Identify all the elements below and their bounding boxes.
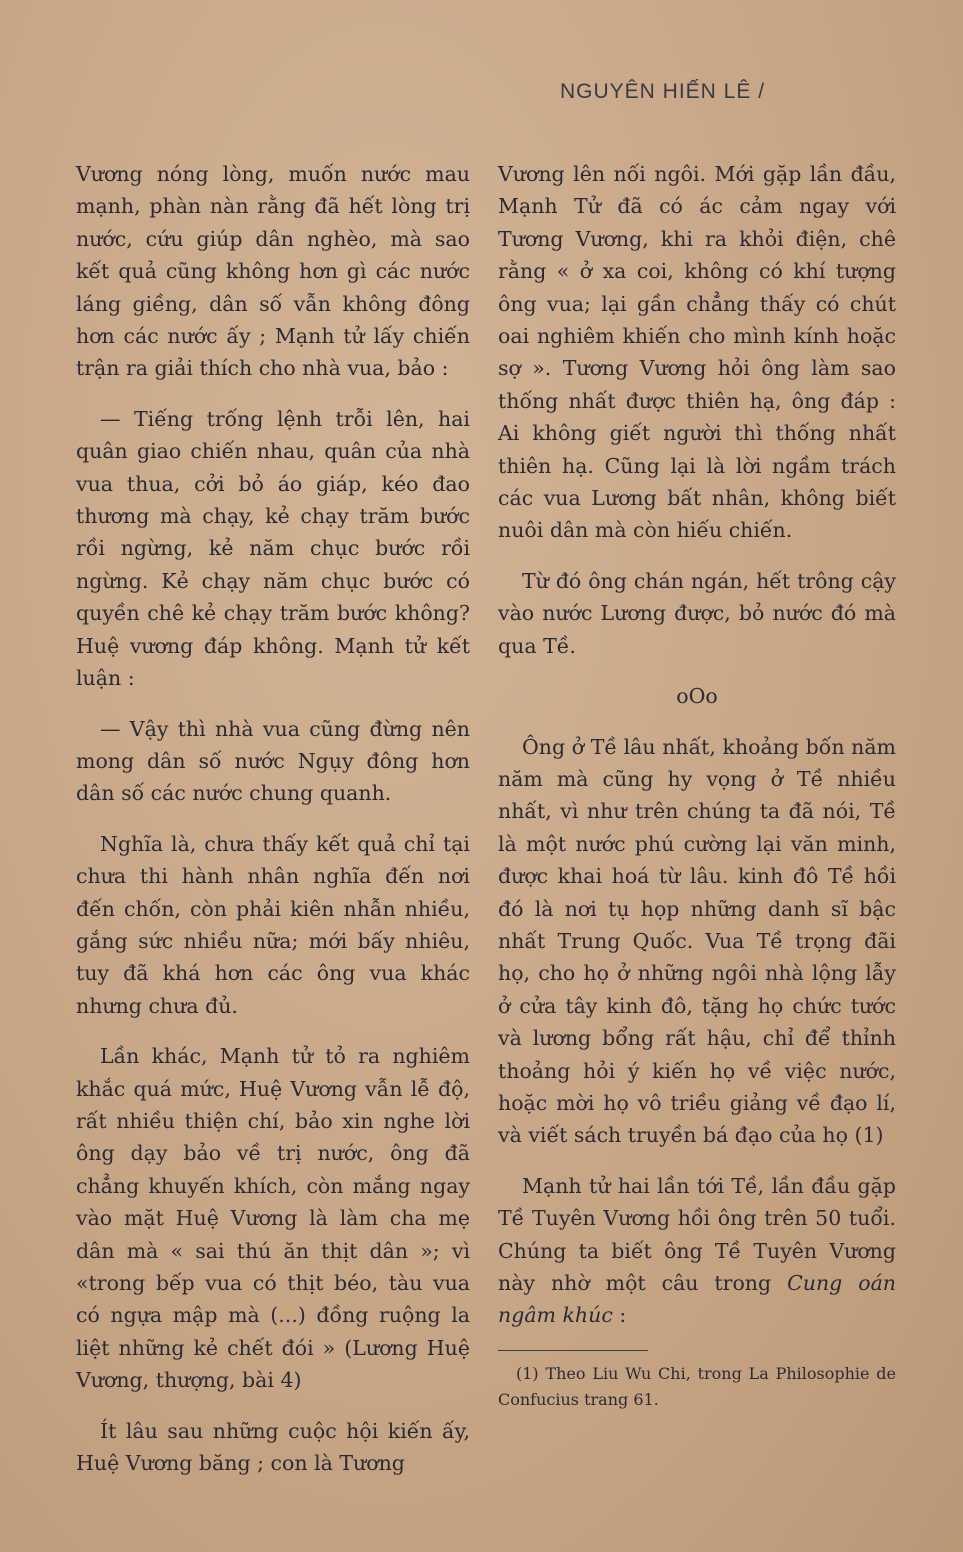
paragraph: Ông ở Tề lâu nhất, khoảng bốn năm năm mà cũng hy vọng ở Tề nhiều nhất, vì như trên chúng ta đã nói, Tề là một nước phú cường lại văn minh, được khai hoá từ lâu. kinh đô Tề hồi đó là nơi tụ họp những danh sĩ bậc nhất Trung Quốc. Vua Tề trọng đãi họ, cho họ ở những ngôi nhà lộng lẫy ở cửa tây kinh đô, tặng họ chức tước và lương bổng rất hậu, chỉ để thỉnh thoảng hỏi ý kiến họ về việc nước, hoặc mời họ vô triều giảng về đạo lí, và viết sách truyền bá đạo của họ (1) — [498, 734, 896, 1148]
left-column — [76, 158, 470, 1497]
paragraph: — Tiếng trống lệnh trỗi lên, hai quân giao chiến nhau, quân của nhà vua thua, cởi bỏ áo giáp, kéo đao thương mà chạy, kẻ chạy trăm bước rồi ngừng, kẻ năm chục bước rồi ngừng. Kẻ chạy năm chục bước có quyền chê kẻ chạy trăm bước không? Huệ vương đáp không. Mạnh tử kết luận : — [76, 406, 470, 691]
paragraph — [498, 1170, 896, 1332]
paragraph: Vương lên nối ngôi. Mới gặp lần đầu, Mạnh Tử đã có ác cảm ngay với Tương Vương, khi ra khỏi điện, chê rằng « ở xa coi, không có khí tượng ông vua; lại gần chẳng thấy có chút oai nghiêm khiến cho mình kính hoặc sợ ». Tương Vương hỏi ông làm sao thống nhất được thiên hạ, ông đáp : Ai không giết người thì thống nhất thiên hạ. Cũng lại là lời ngầm trách các vua Lương bất nhân, không biết nuôi dân mà còn hiếu chiến. — [498, 162, 896, 543]
paragraph: Từ đó ông chán ngán, hết trông cậy vào nước Lương được, bỏ nước đó mà qua Tề. — [498, 568, 896, 658]
paragraph: — Vậy thì nhà vua cũng đừng nên mong dân số nước Ngụy đông hơn dân số các nước chung quanh. — [76, 716, 470, 806]
paragraph: Nghĩa là, chưa thấy kết quả chỉ tại chưa thi hành nhân nghĩa đến nơi đến chốn, còn phải kiên nhẫn nhiều, gắng sức nhiều nữa; mới bấy nhiêu, tuy đã khá hơn các ông vua khác nhưng chưa đủ. — [76, 831, 470, 1018]
footnote-rule — [498, 1350, 648, 1351]
paragraph-tail: : — [612, 1303, 627, 1328]
italic-title: Cung oán ngâm khúc — [498, 1271, 896, 1328]
paragraph-text: Mạnh tử hai lần tới Tề, lần đầu gặp Tề Tuyên Vương hồi ông trên 50 tuổi. Chúng ta biết ông Tề Tuyên Vương này nhờ một câu trong — [498, 1173, 896, 1295]
paragraph: Lần khác, Mạnh tử tỏ ra nghiêm khắc quá mức, Huệ Vương vẫn lễ độ, rất nhiều thiện chí, bảo xin nghe lời ông dạy bảo về trị nước, ông đã chẳng khuyến khích, còn mắng ngay vào mặt Huệ Vương là làm cha mẹ dân mà « sai thú ăn thịt dân »; vì «trong bếp vua có thịt béo, tàu vua có ngựa mập mà (...) đồng ruộng la liệt những kẻ chết đói » (Lương Huệ Vương, thượng, bài 4) — [76, 1044, 470, 1393]
running-head: NGUYÊN HIẾN LÊ / — [560, 80, 766, 103]
footnote: (1) Theo Liu Wu Chi, trong La Philosophie de Confucius trang 61. — [498, 1363, 896, 1409]
section-separator: oOo — [676, 684, 718, 709]
right-column — [498, 158, 896, 1413]
paragraph: Vương nóng lòng, muốn nước mau mạnh, phàn nàn rằng đã hết lòng trị nước, cứu giúp dân nghèo, mà sao kết quả cũng không hơn gì các nước láng giềng, dân số vẫn không đông hơn các nước ấy ; Mạnh tử lấy chiến trận ra giải thích cho nhà vua, bảo : — [76, 162, 470, 381]
paragraph: Ít lâu sau những cuộc hội kiến ấy, Huệ Vương băng ; con là Tương — [76, 1418, 470, 1476]
